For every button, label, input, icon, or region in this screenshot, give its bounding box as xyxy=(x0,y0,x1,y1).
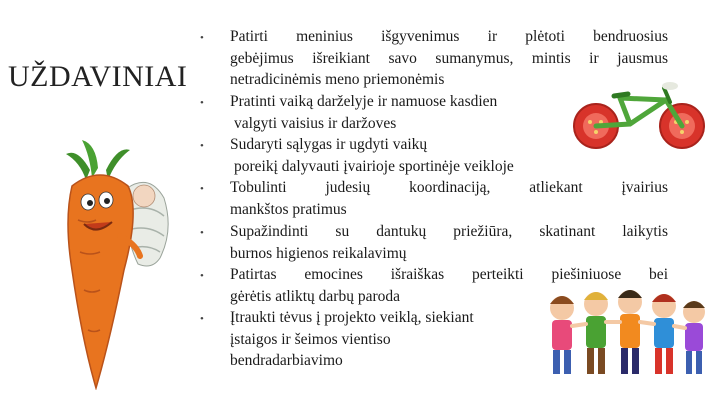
list-item-line: netradicinėmis meno priemonėmis xyxy=(230,71,445,88)
list-item-line: Pratinti vaiką darželyje ir namuose kasdien xyxy=(230,93,498,110)
list-item-line: gėrėtis atliktų darbų paroda xyxy=(230,287,401,305)
list-item-line: įstaigos ir šeimos vientiso xyxy=(230,330,391,348)
bullet-glyph: • xyxy=(200,313,204,325)
bullet-glyph: • xyxy=(200,270,204,282)
bullet-glyph: • xyxy=(200,97,204,109)
list-item-line: Supažindinti su dantukų priežiūra, skatinant laikytis xyxy=(230,223,668,240)
list-item-line: Įtraukti tėvus į projekto veiklą, siekiant xyxy=(230,309,474,326)
list-item-line: mankštos pratimus xyxy=(230,200,347,218)
bullet-glyph: • xyxy=(200,183,204,195)
list-item-line: Patirtas emocines išraiškas perteikti piešiniuose bei xyxy=(230,266,668,283)
bullet-glyph: • xyxy=(200,32,204,44)
list-item-line: Patirti meninius išgyvenimus ir plėtoti bendruosius xyxy=(230,28,668,45)
list-item-line: bendradarbiavimo xyxy=(230,352,343,369)
bullet-glyph: • xyxy=(200,227,204,239)
list-item-line: Sudaryti sąlygas ir ugdyti vaikų xyxy=(230,136,428,153)
list-item-line: valgyti vaisius ir daržoves xyxy=(234,114,397,132)
slide-title: UŽDAVINIAI xyxy=(8,60,188,93)
list-item-line: burnos higienos reikalavimų xyxy=(230,244,407,262)
list-item-line: gebėjimus išreikiant savo sumanymus, mintis ir jausmus xyxy=(230,49,668,67)
bullet-glyph: • xyxy=(200,140,204,152)
list-item-line: poreikį dalyvauti įvairioje sportinėje veikloje xyxy=(234,157,514,175)
list-item-line: Tobulinti judesių koordinaciją, atliekant įvairius xyxy=(230,179,668,196)
